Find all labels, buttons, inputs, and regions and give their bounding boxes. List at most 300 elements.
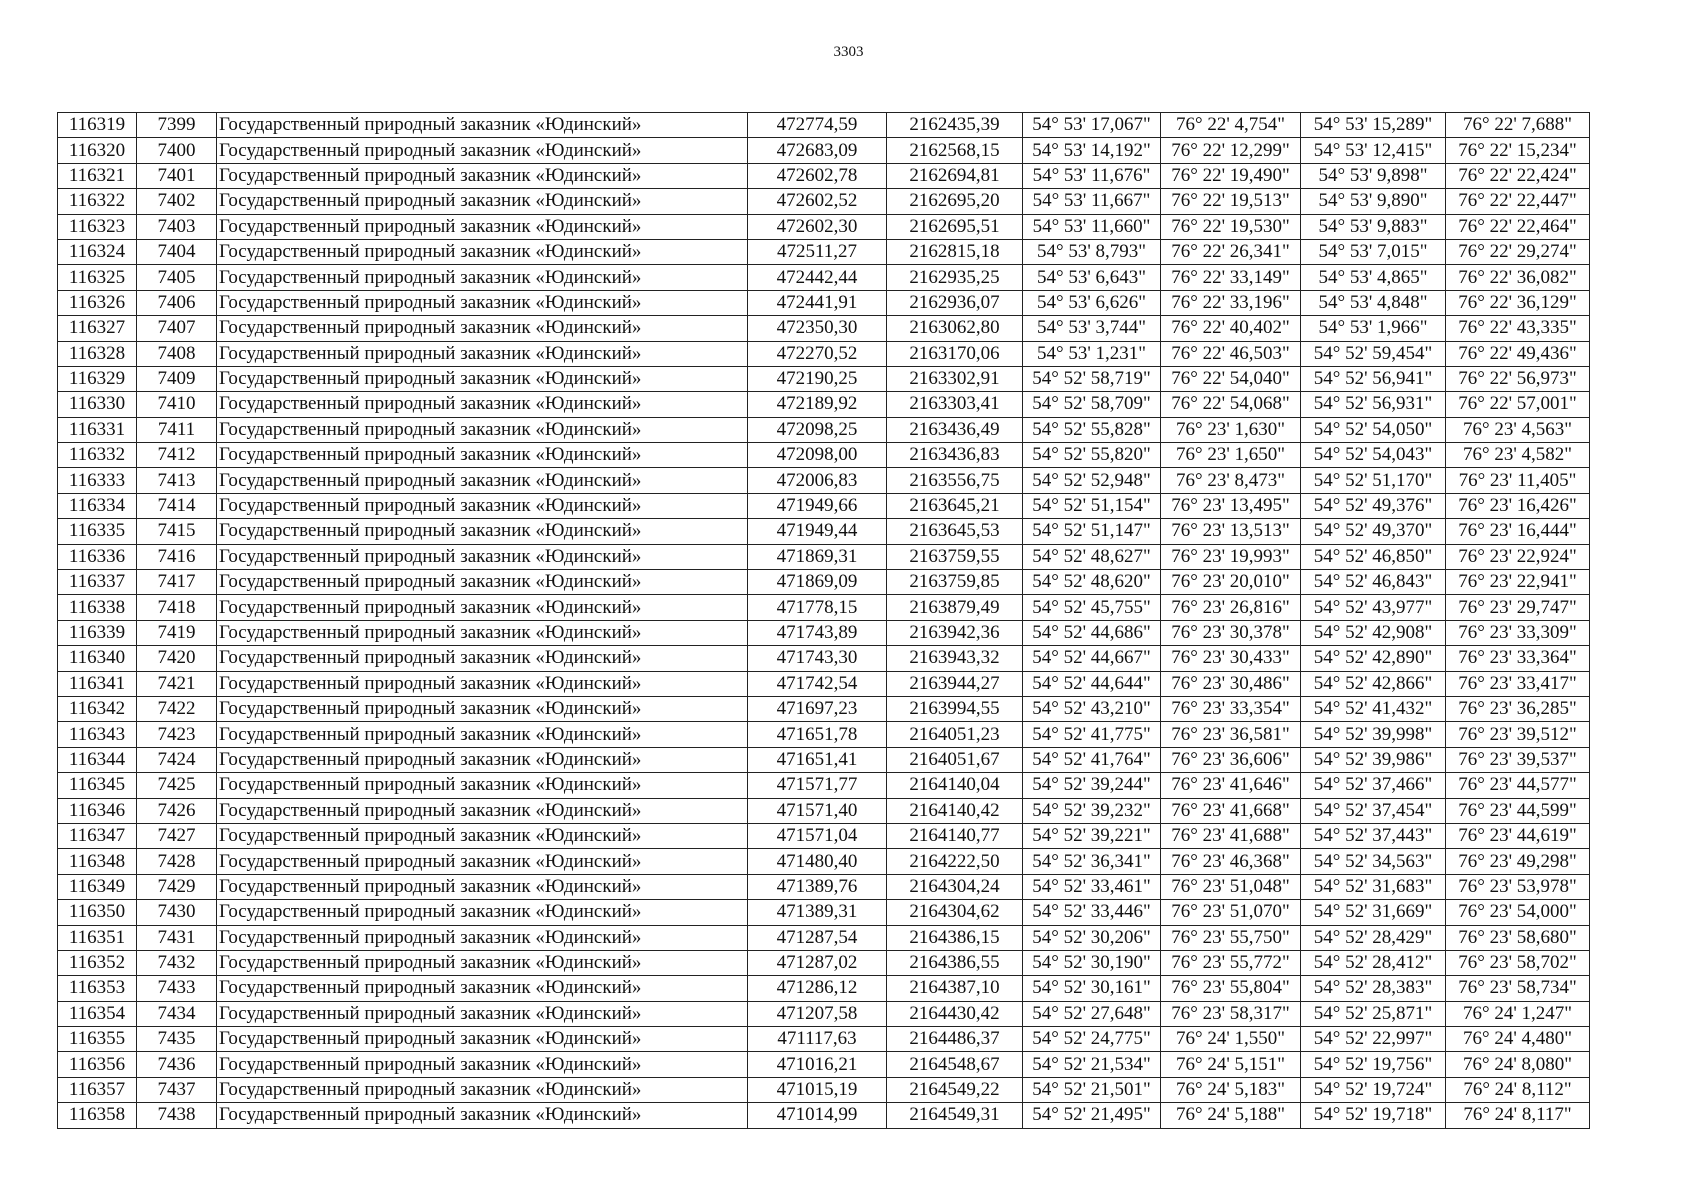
longitude-1-cell: 76° 22' 54,040": [1161, 366, 1301, 391]
row-id-cell: 116346: [58, 798, 137, 823]
longitude-2-cell: 76° 24' 4,480": [1446, 1027, 1590, 1052]
row-id-cell: 116343: [58, 722, 137, 747]
y-coordinate-cell: 2163943,32: [887, 646, 1023, 671]
x-coordinate-cell: 471389,31: [748, 900, 887, 925]
longitude-1-cell: 76° 22' 26,341": [1161, 239, 1301, 264]
longitude-2-cell: 76° 23' 22,941": [1446, 570, 1590, 595]
territory-name-cell: Государственный природный заказник «Юдинский»: [217, 138, 748, 163]
latitude-2-cell: 54° 52' 37,443": [1301, 823, 1446, 848]
point-number-cell: 7407: [137, 316, 217, 341]
longitude-2-cell: 76° 23' 11,405": [1446, 468, 1590, 493]
territory-name-cell: Государственный природный заказник «Юдинский»: [217, 595, 748, 620]
row-id-cell: 116320: [58, 138, 137, 163]
territory-name-cell: Государственный природный заказник «Юдинский»: [217, 366, 748, 391]
latitude-1-cell: 54° 52' 44,686": [1023, 620, 1161, 645]
point-number-cell: 7408: [137, 341, 217, 366]
table-row: [58, 239, 1590, 264]
row-id-cell: 116329: [58, 366, 137, 391]
territory-name-cell: Государственный природный заказник «Юдинский»: [217, 950, 748, 975]
longitude-2-cell: 76° 22' 43,335": [1446, 316, 1590, 341]
table-row: [58, 722, 1590, 747]
row-id-cell: 116332: [58, 443, 137, 468]
longitude-2-cell: 76° 22' 15,234": [1446, 138, 1590, 163]
latitude-1-cell: 54° 52' 55,828": [1023, 417, 1161, 442]
table-row: [58, 976, 1590, 1001]
territory-name-cell: Государственный природный заказник «Юдинский»: [217, 519, 748, 544]
row-id-cell: 116351: [58, 925, 137, 950]
territory-name-cell: Государственный природный заказник «Юдинский»: [217, 163, 748, 188]
x-coordinate-cell: 472441,91: [748, 290, 887, 315]
longitude-2-cell: 76° 23' 39,512": [1446, 722, 1590, 747]
point-number-cell: 7402: [137, 189, 217, 214]
longitude-2-cell: 76° 22' 22,424": [1446, 163, 1590, 188]
row-id-cell: 116325: [58, 265, 137, 290]
longitude-2-cell: 76° 23' 4,582": [1446, 443, 1590, 468]
longitude-2-cell: 76° 23' 44,619": [1446, 823, 1590, 848]
table-row: [58, 113, 1590, 138]
longitude-1-cell: 76° 23' 58,317": [1161, 1001, 1301, 1026]
territory-name-cell: Государственный природный заказник «Юдинский»: [217, 773, 748, 798]
longitude-1-cell: 76° 23' 8,473": [1161, 468, 1301, 493]
latitude-1-cell: 54° 52' 43,210": [1023, 696, 1161, 721]
territory-name-cell: Государственный природный заказник «Юдинский»: [217, 1052, 748, 1077]
table-row: [58, 646, 1590, 671]
y-coordinate-cell: 2164486,37: [887, 1027, 1023, 1052]
row-id-cell: 116335: [58, 519, 137, 544]
longitude-2-cell: 76° 23' 29,747": [1446, 595, 1590, 620]
latitude-2-cell: 54° 52' 34,563": [1301, 849, 1446, 874]
x-coordinate-cell: 471651,78: [748, 722, 887, 747]
latitude-1-cell: 54° 52' 39,221": [1023, 823, 1161, 848]
longitude-2-cell: 76° 22' 22,464": [1446, 214, 1590, 239]
y-coordinate-cell: 2162695,20: [887, 189, 1023, 214]
point-number-cell: 7423: [137, 722, 217, 747]
point-number-cell: 7401: [137, 163, 217, 188]
table-row: [58, 849, 1590, 874]
x-coordinate-cell: 472774,59: [748, 113, 887, 138]
latitude-1-cell: 54° 52' 21,501": [1023, 1077, 1161, 1102]
longitude-1-cell: 76° 24' 1,550": [1161, 1027, 1301, 1052]
table-row: [58, 265, 1590, 290]
x-coordinate-cell: 471207,58: [748, 1001, 887, 1026]
y-coordinate-cell: 2164549,22: [887, 1077, 1023, 1102]
y-coordinate-cell: 2164548,67: [887, 1052, 1023, 1077]
territory-name-cell: Государственный природный заказник «Юдинский»: [217, 113, 748, 138]
longitude-2-cell: 76° 23' 49,298": [1446, 849, 1590, 874]
longitude-2-cell: 76° 23' 33,309": [1446, 620, 1590, 645]
table-row: [58, 823, 1590, 848]
latitude-1-cell: 54° 52' 55,820": [1023, 443, 1161, 468]
latitude-1-cell: 54° 52' 52,948": [1023, 468, 1161, 493]
row-id-cell: 116338: [58, 595, 137, 620]
point-number-cell: 7416: [137, 544, 217, 569]
territory-name-cell: Государственный природный заказник «Юдинский»: [217, 747, 748, 772]
territory-name-cell: Государственный природный заказник «Юдинский»: [217, 646, 748, 671]
territory-name-cell: Государственный природный заказник «Юдинский»: [217, 620, 748, 645]
territory-name-cell: Государственный природный заказник «Юдинский»: [217, 544, 748, 569]
longitude-1-cell: 76° 23' 41,688": [1161, 823, 1301, 848]
table-row: [58, 138, 1590, 163]
latitude-1-cell: 54° 53' 11,676": [1023, 163, 1161, 188]
point-number-cell: 7429: [137, 874, 217, 899]
row-id-cell: 116347: [58, 823, 137, 848]
row-id-cell: 116324: [58, 239, 137, 264]
latitude-2-cell: 54° 52' 19,718": [1301, 1103, 1446, 1128]
latitude-1-cell: 54° 52' 48,627": [1023, 544, 1161, 569]
latitude-1-cell: 54° 53' 8,793": [1023, 239, 1161, 264]
territory-name-cell: Государственный природный заказник «Юдинский»: [217, 798, 748, 823]
latitude-1-cell: 54° 52' 30,161": [1023, 976, 1161, 1001]
x-coordinate-cell: 472189,92: [748, 392, 887, 417]
y-coordinate-cell: 2164387,10: [887, 976, 1023, 1001]
row-id-cell: 116348: [58, 849, 137, 874]
x-coordinate-cell: 471697,23: [748, 696, 887, 721]
latitude-2-cell: 54° 53' 4,848": [1301, 290, 1446, 315]
longitude-2-cell: 76° 22' 29,274": [1446, 239, 1590, 264]
longitude-2-cell: 76° 23' 58,680": [1446, 925, 1590, 950]
longitude-1-cell: 76° 23' 30,486": [1161, 671, 1301, 696]
x-coordinate-cell: 471778,15: [748, 595, 887, 620]
point-number-cell: 7419: [137, 620, 217, 645]
x-coordinate-cell: 472350,30: [748, 316, 887, 341]
row-id-cell: 116327: [58, 316, 137, 341]
y-coordinate-cell: 2163942,36: [887, 620, 1023, 645]
territory-name-cell: Государственный природный заказник «Юдинский»: [217, 900, 748, 925]
point-number-cell: 7432: [137, 950, 217, 975]
row-id-cell: 116356: [58, 1052, 137, 1077]
latitude-2-cell: 54° 53' 9,898": [1301, 163, 1446, 188]
longitude-1-cell: 76° 23' 13,495": [1161, 493, 1301, 518]
y-coordinate-cell: 2163170,06: [887, 341, 1023, 366]
row-id-cell: 116326: [58, 290, 137, 315]
latitude-1-cell: 54° 53' 11,660": [1023, 214, 1161, 239]
point-number-cell: 7428: [137, 849, 217, 874]
longitude-2-cell: 76° 23' 54,000": [1446, 900, 1590, 925]
latitude-2-cell: 54° 52' 28,412": [1301, 950, 1446, 975]
longitude-2-cell: 76° 24' 8,117": [1446, 1103, 1590, 1128]
latitude-1-cell: 54° 52' 45,755": [1023, 595, 1161, 620]
y-coordinate-cell: 2164304,62: [887, 900, 1023, 925]
point-number-cell: 7426: [137, 798, 217, 823]
y-coordinate-cell: 2164140,77: [887, 823, 1023, 848]
table-row: [58, 189, 1590, 214]
territory-name-cell: Государственный природный заказник «Юдинский»: [217, 468, 748, 493]
row-id-cell: 116344: [58, 747, 137, 772]
table-row: [58, 696, 1590, 721]
y-coordinate-cell: 2164549,31: [887, 1103, 1023, 1128]
row-id-cell: 116337: [58, 570, 137, 595]
point-number-cell: 7418: [137, 595, 217, 620]
latitude-1-cell: 54° 53' 6,643": [1023, 265, 1161, 290]
y-coordinate-cell: 2162694,81: [887, 163, 1023, 188]
longitude-2-cell: 76° 23' 58,734": [1446, 976, 1590, 1001]
table-row: [58, 773, 1590, 798]
latitude-2-cell: 54° 52' 43,977": [1301, 595, 1446, 620]
latitude-1-cell: 54° 52' 58,709": [1023, 392, 1161, 417]
point-number-cell: 7400: [137, 138, 217, 163]
territory-name-cell: Государственный природный заказник «Юдинский»: [217, 976, 748, 1001]
y-coordinate-cell: 2163303,41: [887, 392, 1023, 417]
latitude-2-cell: 54° 52' 54,043": [1301, 443, 1446, 468]
longitude-2-cell: 76° 22' 22,447": [1446, 189, 1590, 214]
row-id-cell: 116342: [58, 696, 137, 721]
y-coordinate-cell: 2163436,83: [887, 443, 1023, 468]
y-coordinate-cell: 2162695,51: [887, 214, 1023, 239]
territory-name-cell: Государственный природный заказник «Юдинский»: [217, 290, 748, 315]
latitude-1-cell: 54° 52' 44,667": [1023, 646, 1161, 671]
x-coordinate-cell: 471742,54: [748, 671, 887, 696]
x-coordinate-cell: 472098,25: [748, 417, 887, 442]
longitude-2-cell: 76° 23' 4,563": [1446, 417, 1590, 442]
longitude-1-cell: 76° 23' 55,750": [1161, 925, 1301, 950]
longitude-2-cell: 76° 23' 16,444": [1446, 519, 1590, 544]
table-row: [58, 595, 1590, 620]
table-row: [58, 468, 1590, 493]
longitude-1-cell: 76° 22' 40,402": [1161, 316, 1301, 341]
x-coordinate-cell: 471286,12: [748, 976, 887, 1001]
latitude-1-cell: 54° 52' 39,232": [1023, 798, 1161, 823]
latitude-1-cell: 54° 52' 41,775": [1023, 722, 1161, 747]
latitude-1-cell: 54° 52' 48,620": [1023, 570, 1161, 595]
latitude-2-cell: 54° 53' 7,015": [1301, 239, 1446, 264]
y-coordinate-cell: 2163759,85: [887, 570, 1023, 595]
point-number-cell: 7420: [137, 646, 217, 671]
longitude-1-cell: 76° 23' 33,354": [1161, 696, 1301, 721]
latitude-2-cell: 54° 52' 28,429": [1301, 925, 1446, 950]
y-coordinate-cell: 2163759,55: [887, 544, 1023, 569]
point-number-cell: 7424: [137, 747, 217, 772]
territory-name-cell: Государственный природный заказник «Юдинский»: [217, 1001, 748, 1026]
latitude-2-cell: 54° 53' 15,289": [1301, 113, 1446, 138]
point-number-cell: 7409: [137, 366, 217, 391]
row-id-cell: 116352: [58, 950, 137, 975]
table-row: [58, 950, 1590, 975]
table-row: [58, 214, 1590, 239]
row-id-cell: 116358: [58, 1103, 137, 1128]
y-coordinate-cell: 2162936,07: [887, 290, 1023, 315]
x-coordinate-cell: 471949,44: [748, 519, 887, 544]
longitude-1-cell: 76° 23' 30,378": [1161, 620, 1301, 645]
longitude-1-cell: 76° 24' 5,183": [1161, 1077, 1301, 1102]
latitude-2-cell: 54° 52' 42,866": [1301, 671, 1446, 696]
longitude-2-cell: 76° 23' 16,426": [1446, 493, 1590, 518]
longitude-2-cell: 76° 23' 44,599": [1446, 798, 1590, 823]
x-coordinate-cell: 471571,04: [748, 823, 887, 848]
x-coordinate-cell: 471389,76: [748, 874, 887, 899]
longitude-1-cell: 76° 22' 19,490": [1161, 163, 1301, 188]
table-row: [58, 1027, 1590, 1052]
latitude-2-cell: 54° 52' 56,941": [1301, 366, 1446, 391]
x-coordinate-cell: 472098,00: [748, 443, 887, 468]
row-id-cell: 116349: [58, 874, 137, 899]
latitude-2-cell: 54° 52' 54,050": [1301, 417, 1446, 442]
longitude-1-cell: 76° 23' 26,816": [1161, 595, 1301, 620]
longitude-2-cell: 76° 23' 39,537": [1446, 747, 1590, 772]
latitude-1-cell: 54° 53' 11,667": [1023, 189, 1161, 214]
latitude-1-cell: 54° 53' 14,192": [1023, 138, 1161, 163]
table-row: [58, 163, 1590, 188]
longitude-1-cell: 76° 24' 5,188": [1161, 1103, 1301, 1128]
x-coordinate-cell: 471571,40: [748, 798, 887, 823]
table-row: [58, 620, 1590, 645]
x-coordinate-cell: 472683,09: [748, 138, 887, 163]
latitude-1-cell: 54° 52' 41,764": [1023, 747, 1161, 772]
row-id-cell: 116334: [58, 493, 137, 518]
point-number-cell: 7403: [137, 214, 217, 239]
longitude-2-cell: 76° 24' 1,247": [1446, 1001, 1590, 1026]
page-number: 3303: [833, 44, 864, 60]
longitude-1-cell: 76° 22' 19,513": [1161, 189, 1301, 214]
point-number-cell: 7431: [137, 925, 217, 950]
x-coordinate-cell: 471869,09: [748, 570, 887, 595]
point-number-cell: 7406: [137, 290, 217, 315]
territory-name-cell: Государственный природный заказник «Юдинский»: [217, 823, 748, 848]
longitude-1-cell: 76° 22' 12,299": [1161, 138, 1301, 163]
latitude-2-cell: 54° 53' 4,865": [1301, 265, 1446, 290]
latitude-2-cell: 54° 52' 39,986": [1301, 747, 1446, 772]
territory-name-cell: Государственный природный заказник «Юдинский»: [217, 443, 748, 468]
point-number-cell: 7414: [137, 493, 217, 518]
table-row: [58, 443, 1590, 468]
point-number-cell: 7435: [137, 1027, 217, 1052]
territory-name-cell: Государственный природный заказник «Юдинский»: [217, 392, 748, 417]
longitude-2-cell: 76° 22' 7,688": [1446, 113, 1590, 138]
y-coordinate-cell: 2163062,80: [887, 316, 1023, 341]
point-number-cell: 7399: [137, 113, 217, 138]
longitude-1-cell: 76° 22' 33,149": [1161, 265, 1301, 290]
latitude-1-cell: 54° 52' 39,244": [1023, 773, 1161, 798]
y-coordinate-cell: 2162568,15: [887, 138, 1023, 163]
longitude-1-cell: 76° 23' 13,513": [1161, 519, 1301, 544]
territory-name-cell: Государственный природный заказник «Юдинский»: [217, 316, 748, 341]
y-coordinate-cell: 2163645,53: [887, 519, 1023, 544]
latitude-1-cell: 54° 52' 51,154": [1023, 493, 1161, 518]
latitude-1-cell: 54° 52' 44,644": [1023, 671, 1161, 696]
territory-name-cell: Государственный природный заказник «Юдинский»: [217, 417, 748, 442]
point-number-cell: 7434: [137, 1001, 217, 1026]
longitude-1-cell: 76° 23' 1,650": [1161, 443, 1301, 468]
territory-name-cell: Государственный природный заказник «Юдинский»: [217, 722, 748, 747]
row-id-cell: 116353: [58, 976, 137, 1001]
table-row: [58, 392, 1590, 417]
row-id-cell: 116339: [58, 620, 137, 645]
territory-name-cell: Государственный природный заказник «Юдинский»: [217, 696, 748, 721]
longitude-1-cell: 76° 22' 33,196": [1161, 290, 1301, 315]
territory-name-cell: Государственный природный заказник «Юдинский»: [217, 570, 748, 595]
row-id-cell: 116330: [58, 392, 137, 417]
territory-name-cell: Государственный природный заказник «Юдинский»: [217, 239, 748, 264]
x-coordinate-cell: 471869,31: [748, 544, 887, 569]
latitude-2-cell: 54° 52' 49,370": [1301, 519, 1446, 544]
row-id-cell: 116319: [58, 113, 137, 138]
longitude-1-cell: 76° 23' 55,772": [1161, 950, 1301, 975]
row-id-cell: 116328: [58, 341, 137, 366]
territory-name-cell: Государственный природный заказник «Юдинский»: [217, 671, 748, 696]
latitude-2-cell: 54° 52' 41,432": [1301, 696, 1446, 721]
latitude-2-cell: 54° 52' 49,376": [1301, 493, 1446, 518]
x-coordinate-cell: 471743,30: [748, 646, 887, 671]
point-number-cell: 7417: [137, 570, 217, 595]
point-number-cell: 7425: [137, 773, 217, 798]
latitude-2-cell: 54° 52' 25,871": [1301, 1001, 1446, 1026]
longitude-1-cell: 76° 22' 4,754": [1161, 113, 1301, 138]
latitude-1-cell: 54° 52' 30,206": [1023, 925, 1161, 950]
table-row: [58, 1077, 1590, 1102]
territory-name-cell: Государственный природный заказник «Юдинский»: [217, 849, 748, 874]
table-row: [58, 316, 1590, 341]
row-id-cell: 116355: [58, 1027, 137, 1052]
y-coordinate-cell: 2164430,42: [887, 1001, 1023, 1026]
point-number-cell: 7438: [137, 1103, 217, 1128]
x-coordinate-cell: 472511,27: [748, 239, 887, 264]
y-coordinate-cell: 2163994,55: [887, 696, 1023, 721]
table-body: [58, 113, 1590, 1129]
y-coordinate-cell: 2163556,75: [887, 468, 1023, 493]
row-id-cell: 116354: [58, 1001, 137, 1026]
table-row: [58, 900, 1590, 925]
point-number-cell: 7430: [137, 900, 217, 925]
latitude-2-cell: 54° 52' 31,683": [1301, 874, 1446, 899]
longitude-1-cell: 76° 23' 55,804": [1161, 976, 1301, 1001]
y-coordinate-cell: 2164140,04: [887, 773, 1023, 798]
y-coordinate-cell: 2164386,55: [887, 950, 1023, 975]
table-row: [58, 1052, 1590, 1077]
row-id-cell: 116336: [58, 544, 137, 569]
row-id-cell: 116345: [58, 773, 137, 798]
row-id-cell: 116323: [58, 214, 137, 239]
longitude-1-cell: 76° 23' 20,010": [1161, 570, 1301, 595]
longitude-1-cell: 76° 24' 5,151": [1161, 1052, 1301, 1077]
x-coordinate-cell: 472190,25: [748, 366, 887, 391]
x-coordinate-cell: 471949,66: [748, 493, 887, 518]
point-number-cell: 7422: [137, 696, 217, 721]
longitude-1-cell: 76° 22' 46,503": [1161, 341, 1301, 366]
table-row: [58, 417, 1590, 442]
row-id-cell: 116321: [58, 163, 137, 188]
table-row: [58, 925, 1590, 950]
latitude-2-cell: 54° 52' 39,998": [1301, 722, 1446, 747]
longitude-2-cell: 76° 23' 58,702": [1446, 950, 1590, 975]
latitude-2-cell: 54° 52' 59,454": [1301, 341, 1446, 366]
latitude-2-cell: 54° 52' 28,383": [1301, 976, 1446, 1001]
x-coordinate-cell: 471117,63: [748, 1027, 887, 1052]
x-coordinate-cell: 472270,52: [748, 341, 887, 366]
territory-name-cell: Государственный природный заказник «Юдинский»: [217, 214, 748, 239]
table-row: [58, 570, 1590, 595]
territory-name-cell: Государственный природный заказник «Юдинский»: [217, 1077, 748, 1102]
x-coordinate-cell: 471015,19: [748, 1077, 887, 1102]
table-row: [58, 544, 1590, 569]
longitude-2-cell: 76° 22' 36,082": [1446, 265, 1590, 290]
longitude-1-cell: 76° 23' 51,048": [1161, 874, 1301, 899]
row-id-cell: 116341: [58, 671, 137, 696]
point-number-cell: 7410: [137, 392, 217, 417]
territory-name-cell: Государственный природный заказник «Юдинский»: [217, 1103, 748, 1128]
table-row: [58, 747, 1590, 772]
latitude-1-cell: 54° 53' 6,626": [1023, 290, 1161, 315]
x-coordinate-cell: 472006,83: [748, 468, 887, 493]
longitude-1-cell: 76° 23' 36,581": [1161, 722, 1301, 747]
longitude-2-cell: 76° 23' 22,924": [1446, 544, 1590, 569]
latitude-1-cell: 54° 53' 1,231": [1023, 341, 1161, 366]
y-coordinate-cell: 2164051,67: [887, 747, 1023, 772]
territory-name-cell: Государственный природный заказник «Юдинский»: [217, 493, 748, 518]
longitude-2-cell: 76° 22' 49,436": [1446, 341, 1590, 366]
longitude-1-cell: 76° 23' 30,433": [1161, 646, 1301, 671]
table-row: [58, 671, 1590, 696]
longitude-2-cell: 76° 22' 57,001": [1446, 392, 1590, 417]
row-id-cell: 116340: [58, 646, 137, 671]
